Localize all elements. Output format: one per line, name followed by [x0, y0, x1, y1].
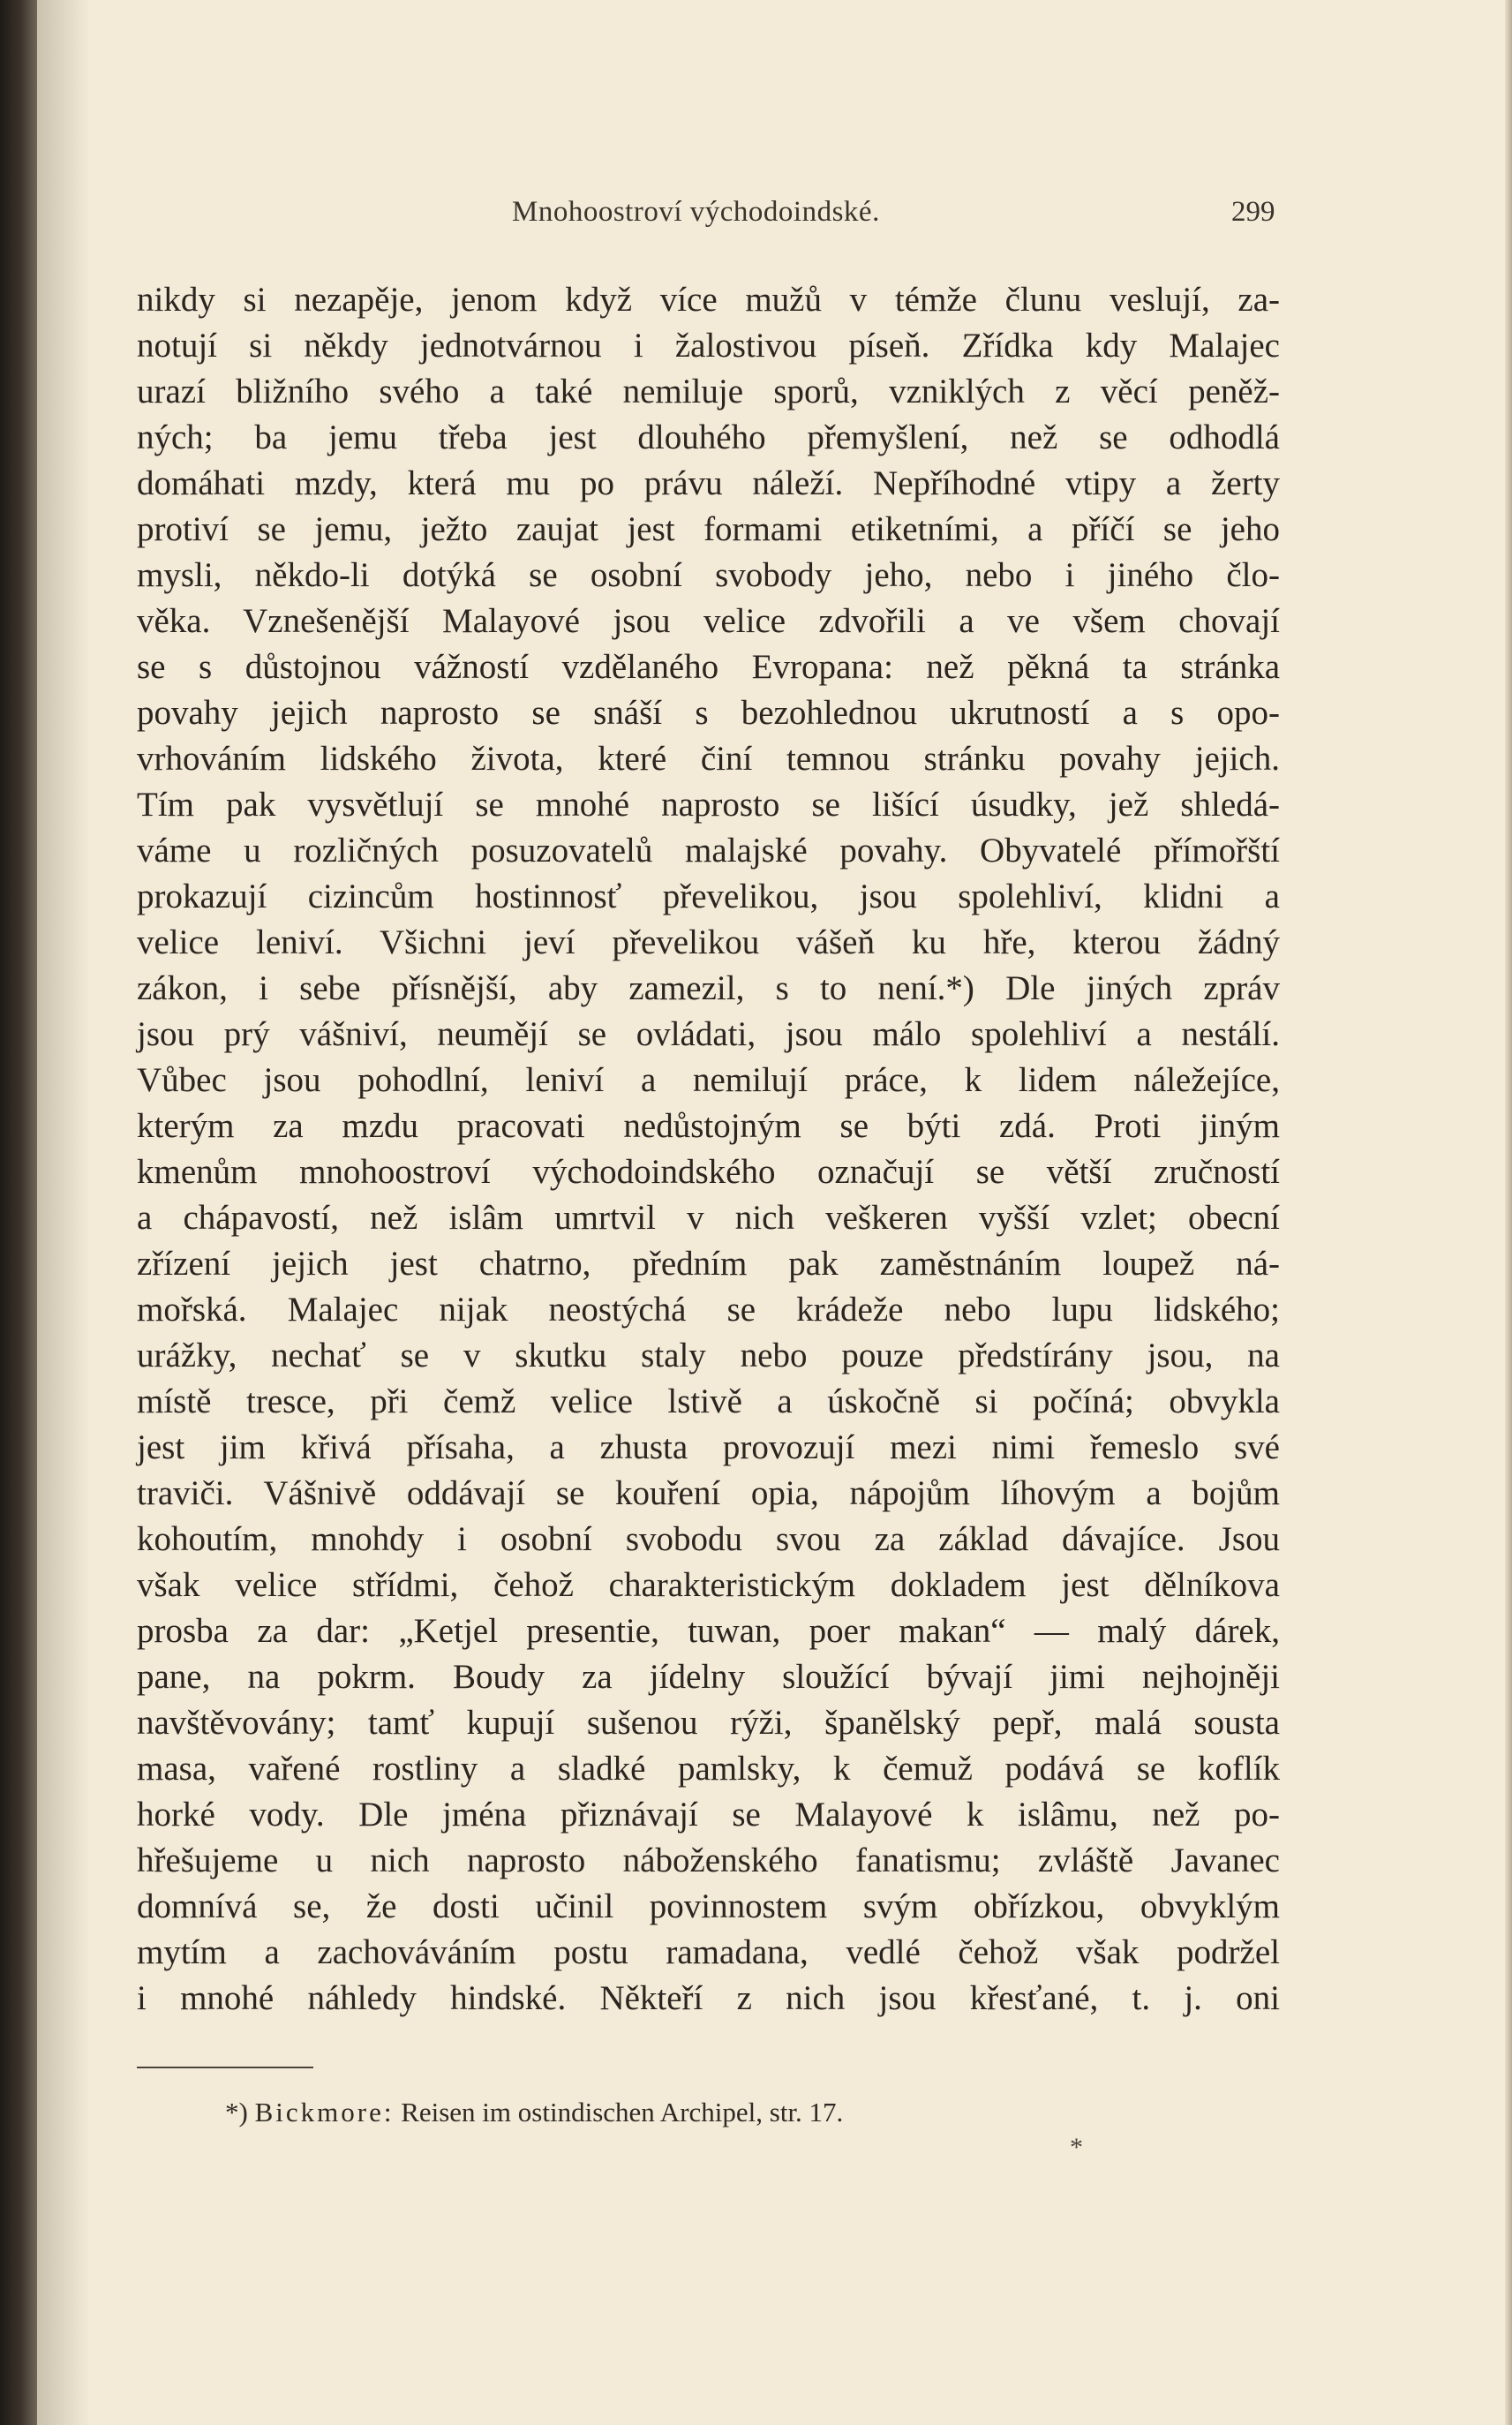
- body-text: [137, 277, 1280, 2022]
- text-line: mysli, někdo-li dotýká se osobní svobody jeho, nebo i jiného člo-: [137, 556, 1280, 594]
- text-line: domáhati mzdy, která mu po právu náleží. Nepříhodné vtipy a žerty: [137, 464, 1280, 502]
- book-spine: [0, 0, 37, 2425]
- text-line: však velice střídmi, čehož charakteristickým dokladem jest dělníkova: [137, 1566, 1280, 1604]
- footnote-rule: [137, 2067, 313, 2068]
- footnote-text: Reisen im ostindischen Archipel, str. 17.: [401, 2097, 844, 2128]
- text-line: traviči. Vášnivě oddávají se kouření opia, nápojům líhovým a bojům: [137, 1474, 1280, 1512]
- footnote-author: Bickmore:: [254, 2097, 395, 2128]
- text-line: zákon, i sebe přísnější, aby zamezil, s to není.*) Dle jiných zpráv: [137, 969, 1280, 1007]
- footnote-marker: *): [225, 2097, 248, 2128]
- text-line: povahy jejich naprosto se snáší s bezohlednou ukrutností a s opo-: [137, 694, 1280, 732]
- text-line: mytím a zachováváním postu ramadana, vedlé čehož však podržel: [137, 1933, 1280, 1971]
- page-number: 299: [1231, 196, 1275, 228]
- text-line: velice leniví. Všichni jeví převelikou vášeň ku hře, kterou žádný: [137, 923, 1280, 961]
- text-line: a chápavostí, než islâm umrtvil v nich veškeren vyšší vzlet; obecní: [137, 1199, 1280, 1237]
- text-line: místě tresce, při čemž velice lstivě a úskočně si počíná; obvykla: [137, 1382, 1280, 1420]
- text-line: zřízení jejich jest chatrno, předním pak zaměstnáním loupež ná-: [137, 1245, 1280, 1283]
- text-line: i mnohé náhledy hindské. Někteří z nich jsou křesťané, t. j. oni: [137, 1979, 1280, 2017]
- text-line: váme u rozličných posuzovatelů malajské povahy. Obyvatelé přímořští: [137, 832, 1280, 870]
- text-line: jsou prý vášniví, neumějí se ovládati, jsou málo spolehliví a nestálí.: [137, 1015, 1280, 1053]
- text-line: prokazují cizincům hostinnosť převelikou, jsou spolehliví, klidni a: [137, 877, 1280, 915]
- text-line: notují si někdy jednotvárnou i žalostivou píseň. Zřídka kdy Malajec: [137, 327, 1280, 365]
- text-line: vrhováním lidského života, které činí temnou stránku povahy jejich.: [137, 740, 1280, 778]
- text-line: horké vody. Dle jména přiznávají se Malayové k islâmu, než po-: [137, 1796, 1280, 1834]
- text-line: kterým za mzdu pracovati nedůstojným se býti zdá. Proti jiným: [137, 1107, 1280, 1145]
- text-line: pane, na pokrm. Boudy za jídelny sloužící bývají jimi nejhojněji: [137, 1658, 1280, 1696]
- text-line: domnívá se, že dosti učinil povinnostem svým obřízkou, obvyklým: [137, 1887, 1280, 1925]
- text-line: kohoutím, mnohdy i osobní svobodu svou za základ dávajíce. Jsou: [137, 1520, 1280, 1558]
- footnote: [225, 2097, 843, 2128]
- text-line: navštěvovány; tamť kupují sušenou rýži, španělský pepř, malá sousta: [137, 1704, 1280, 1742]
- text-line: nikdy si nezapěje, jenom když více mužů v témže člunu veslují, za-: [137, 281, 1280, 319]
- signature-mark: *: [1070, 2133, 1083, 2162]
- text-line: věka. Vznešenější Malayové jsou velice zdvořili a ve všem chovají: [137, 602, 1280, 640]
- running-head: Mnohoostroví východoindské.: [512, 196, 880, 228]
- text-line: mořská. Malajec nijak neostýchá se krádeže nebo lupu lidského;: [137, 1291, 1280, 1329]
- text-line: Tím pak vysvětlují se mnohé naprosto se lišící úsudky, jež shledá-: [137, 786, 1280, 824]
- text-line: urazí bližního svého a také nemiluje sporů, vzniklých z věcí peněž-: [137, 373, 1280, 410]
- gutter-shadow: [37, 0, 90, 2425]
- page-edge: [1505, 0, 1512, 2425]
- text-line: masa, vařené rostliny a sladké pamlsky, k čemuž podává se koflík: [137, 1750, 1280, 1788]
- text-line: protiví se jemu, ježto zaujat jest formami etiketními, a příčí se jeho: [137, 510, 1280, 548]
- text-line: kmenům mnohoostroví východoindského označují se větší zručností: [137, 1153, 1280, 1191]
- text-line: hřešujeme u nich naprosto náboženského fanatismu; zvláště Javanec: [137, 1841, 1280, 1879]
- text-line: jest jim křivá přísaha, a zhusta provozují mezi nimi řemeslo své: [137, 1428, 1280, 1466]
- text-line: se s důstojnou vážností vzdělaného Evropana: než pěkná ta stránka: [137, 648, 1280, 686]
- text-line: urážky, nechať se v skutku staly nebo pouze předstírány jsou, na: [137, 1337, 1280, 1374]
- text-line: prosba za dar: „Ketjel presentie, tuwan, poer makan“ — malý dárek,: [137, 1612, 1280, 1650]
- text-line: Vůbec jsou pohodlní, leniví a nemilují práce, k lidem náležejíce,: [137, 1061, 1280, 1099]
- text-line: ných; ba jemu třeba jest dlouhého přemyšlení, než se odhodlá: [137, 418, 1280, 456]
